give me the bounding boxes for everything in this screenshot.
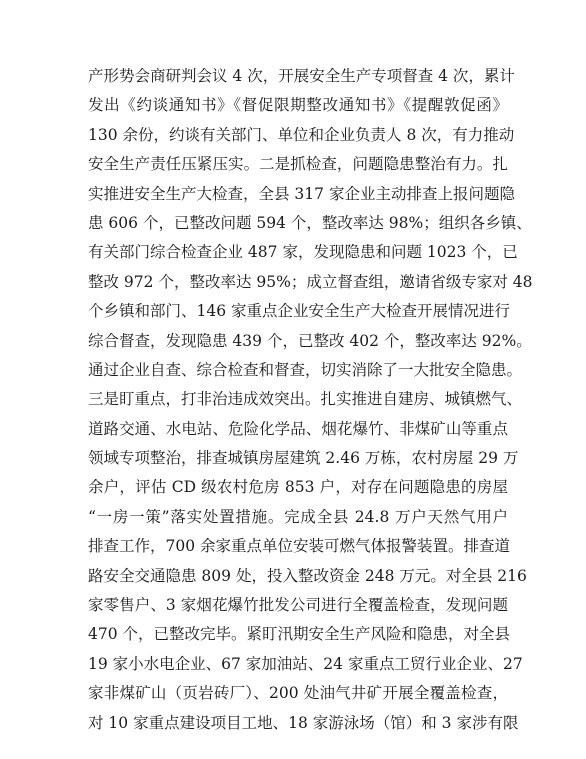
text-line: 个乡镇和部门、146 家重点企业安全生产大检查开展情况进行 xyxy=(88,302,511,321)
body-text xyxy=(88,62,533,738)
text-line: 470 个，已整改完毕。紧盯汛期安全生产风险和隐患，对全县 xyxy=(88,625,511,644)
text-line: 道路交通、水电站、危险化学品、烟花爆竹、非煤矿山等重点 xyxy=(88,419,508,438)
text-line: 余户，评估 CD 级农村危房 853 户，对存在问题隐患的房屋 xyxy=(88,478,508,497)
text-line: 综合督查，发现隐患 439 个，已整改 402 个，整改率达 92%。 xyxy=(88,331,532,350)
text-line: “一房一策”落实处置措施。完成全县 24.8 万户天然气用户 xyxy=(88,507,508,526)
text-line: 130 余份，约谈有关部门、单位和企业负责人 8 次，有力推动 xyxy=(88,125,515,144)
text-line: 产形势会商研判会议 4 次，开展安全生产专项督查 4 次，累计 xyxy=(88,67,515,85)
text-line: 对 10 家重点建设项目工地、18 家游泳场（馆）和 3 家涉有限 xyxy=(88,713,519,732)
text-line: 19 家小水电企业、67 家加油站、24 家重点工贸行业企业、27 xyxy=(88,654,523,673)
text-line: 安全生产责任压紧压实。二是抓检查，问题隐患整治有力。扎 xyxy=(88,155,508,174)
text-line: 有关部门综合检查企业 487 家，发现隐患和问题 1023 个，已 xyxy=(88,243,518,262)
text-line: 家零售户、3 家烟花爆竹批发公司进行全覆盖检查，发现问题 xyxy=(88,596,508,615)
text-line: 路安全交通隐患 809 处，投入整改资金 248 万元。对全县 216 xyxy=(88,566,527,585)
text-line: 三是盯重点，打非治违成效突出。扎实推进自建房、城镇燃气、 xyxy=(88,390,523,409)
text-line: 领域专项整治，排查城镇房屋建筑 2.46 万栋，农村房屋 29 万 xyxy=(88,449,519,468)
text-line: 排查工作，700 余家重点单位安装可燃气体报警装置。排查道 xyxy=(88,537,511,556)
text-line: 发出《约谈通知书》《督促限期整改通知书》《提醒敦促函》 xyxy=(88,96,508,115)
text-line: 整改 972 个，整改率达 95%；成立督查组，邀请省级专家对 48 xyxy=(88,272,533,291)
text-line: 患 606 个，已整改问题 594 个，整改率达 98%；组织各乡镇、 xyxy=(88,213,532,232)
text-line: 通过企业自查、综合检查和督查，切实消除了一大批安全隐患。 xyxy=(88,360,523,379)
text-line: 实推进安全生产大检查，全县 317 家企业主动排查上报问题隐 xyxy=(88,184,515,203)
text-line: 家非煤矿山（页岩砖厂）、200 处油气井矿开展全覆盖检查， xyxy=(88,684,508,703)
